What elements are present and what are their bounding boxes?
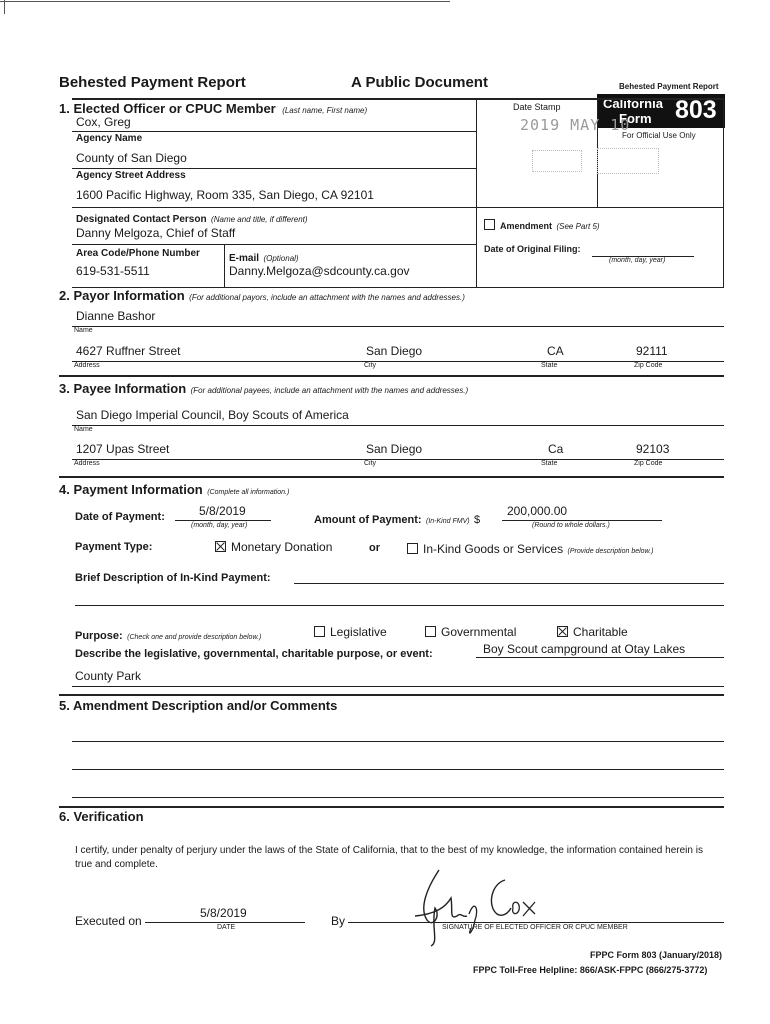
payor-zip: 92111 xyxy=(636,344,668,358)
legislative-label: Legislative xyxy=(330,625,387,639)
footer-helpline: FPPC Toll-Free Helpline: 866/ASK-FPPC (866/275-3772) xyxy=(473,965,708,975)
amendment-note: (See Part 5) xyxy=(556,222,600,231)
payor-address-label: Address xyxy=(74,362,100,369)
payor-name-label: Name xyxy=(74,327,93,334)
payee-city-label: City xyxy=(364,460,377,467)
phone-number: 619-531-5511 xyxy=(76,264,150,278)
payor-zip-label: Zip Code xyxy=(634,362,663,369)
amendment-row xyxy=(484,216,600,234)
payment-date-note: (month, day, year) xyxy=(191,522,248,529)
scan-edge-left xyxy=(4,0,5,14)
payor-city-label: City xyxy=(364,362,377,369)
badge-form-number: 803 xyxy=(675,96,717,124)
agency-address-label: Agency Street Address xyxy=(76,170,186,181)
inkind-option xyxy=(407,540,654,558)
rule xyxy=(72,131,476,132)
rule xyxy=(224,244,225,288)
payment-amount: 200,000.00 xyxy=(507,504,568,518)
rule xyxy=(72,244,476,245)
monetary-label: Monetary Donation xyxy=(231,540,333,554)
payee-zip: 92103 xyxy=(636,442,670,456)
charitable-checkbox[interactable] xyxy=(557,626,568,637)
faded-stamp-mark xyxy=(532,150,582,172)
email-value: Danny.Melgoza@sdcounty.ca.gov xyxy=(229,264,410,278)
comments-line-2[interactable] xyxy=(72,769,724,770)
form-title: Behested Payment Report xyxy=(59,74,246,91)
payee-state-label: State xyxy=(541,460,558,467)
rule xyxy=(72,459,724,460)
amount-label-wrap xyxy=(314,510,480,528)
section2-note: (For additional payors, include an attachment with the names and addresses.) xyxy=(189,293,465,302)
orig-filing-label: Date of Original Filing: xyxy=(484,244,581,254)
comments-line-1[interactable] xyxy=(72,741,724,742)
payment-type-label: Payment Type: xyxy=(75,541,153,553)
payee-state: Ca xyxy=(548,442,564,456)
comments-line-3[interactable] xyxy=(72,797,724,798)
rule xyxy=(72,168,476,169)
legislative-option xyxy=(314,625,387,639)
rule xyxy=(72,686,724,687)
executed-date: 5/8/2019 xyxy=(200,906,247,920)
governmental-option xyxy=(425,625,516,639)
rule xyxy=(72,425,724,426)
or-label: or xyxy=(369,542,380,554)
footer-form-id: FPPC Form 803 (January/2018) xyxy=(590,950,723,960)
section1-divider xyxy=(476,98,477,288)
section6-heading: 6. Verification xyxy=(59,809,144,824)
payor-address: 4627 Ruffner Street xyxy=(76,344,181,358)
rule xyxy=(59,694,724,696)
section3-note: (For additional payees, include an attachment with the names and addresses.) xyxy=(190,386,469,395)
rule xyxy=(175,520,271,521)
section4-note: (Complete all information.) xyxy=(207,489,290,496)
faded-stamp-mark-2 xyxy=(597,148,659,174)
scan-edge-top xyxy=(0,1,450,2)
payor-state: CA xyxy=(547,344,564,358)
section4-heading: 4. Payment Information xyxy=(59,482,203,497)
monetary-option xyxy=(215,540,332,554)
received-stamp: 2019 MAY 10 xyxy=(520,116,631,134)
purpose-note: (Check one and provide description below.) xyxy=(127,634,262,641)
public-document-label: A Public Document xyxy=(351,74,488,91)
amount-label: Amount of Payment: xyxy=(314,514,422,526)
rule xyxy=(72,207,724,208)
payee-city: San Diego xyxy=(366,442,423,456)
section5-heading: 5. Amendment Description and/or Comments xyxy=(59,698,338,713)
phone-label: Area Code/Phone Number xyxy=(76,248,200,259)
inkind-label: In-Kind Goods or Services xyxy=(423,542,564,556)
email-label: E-mail xyxy=(229,253,260,264)
governmental-checkbox[interactable] xyxy=(425,626,436,637)
agency-name-label: Agency Name xyxy=(76,133,143,144)
official-use-label: For Official Use Only xyxy=(622,131,696,140)
agency-address: 1600 Pacific Highway, Room 335, San Diego, CA 92101 xyxy=(76,188,374,202)
payor-name: Dianne Bashor xyxy=(76,309,156,323)
section3-heading: 3. Payee Information xyxy=(59,381,187,396)
purpose-label-wrap xyxy=(75,626,261,644)
section1-heading: 1. Elected Officer or CPUC Member xyxy=(59,101,276,116)
legislative-checkbox[interactable] xyxy=(314,626,325,637)
by-label: By xyxy=(331,914,346,928)
brief-description-line-2[interactable] xyxy=(75,605,724,606)
rule xyxy=(59,375,724,377)
contact-person: Danny Melgoza, Chief of Staff xyxy=(76,226,236,240)
payee-address: 1207 Upas Street xyxy=(76,442,170,456)
charitable-option xyxy=(557,625,628,639)
amendment-label: Amendment xyxy=(500,221,553,231)
rule xyxy=(476,657,724,658)
signature-label: SIGNATURE OF ELECTED OFFICER OR CPUC MEMBER xyxy=(442,924,628,931)
agency-name: County of San Diego xyxy=(76,151,187,165)
describe-purpose-line2: County Park xyxy=(75,669,142,683)
payor-city: San Diego xyxy=(366,344,423,358)
section4-heading-wrap xyxy=(59,481,289,499)
payee-name: San Diego Imperial Council, Boy Scouts of America xyxy=(76,408,349,422)
payee-zip-label: Zip Code xyxy=(634,460,663,467)
rule xyxy=(59,476,724,478)
officer-name: Cox, Greg xyxy=(76,115,131,129)
describe-purpose-line1: Boy Scout campground at Otay Lakes xyxy=(483,642,686,656)
rule xyxy=(72,326,724,327)
dollar-sign: $ xyxy=(474,514,481,526)
section2-heading: 2. Payor Information xyxy=(59,288,185,303)
signature-image xyxy=(405,858,545,948)
rule xyxy=(59,806,724,808)
section1-heading-note: (Last name, First name) xyxy=(282,106,368,115)
purpose-label: Purpose: xyxy=(75,630,123,642)
contact-label: Designated Contact Person xyxy=(76,214,207,225)
section3-heading-wrap xyxy=(59,380,468,398)
brief-description-line[interactable] xyxy=(294,583,724,584)
date-stamp-label: Date Stamp xyxy=(513,102,561,112)
monetary-checkbox[interactable] xyxy=(215,541,226,552)
contact-label-wrap xyxy=(76,209,308,227)
certification-text: I certify, under penalty of perjury under the laws of the State of California, that to the best of my knowledge, the information contained herein is true and complete. xyxy=(75,845,703,870)
email-note: (Optional) xyxy=(263,254,299,263)
payment-date-label: Date of Payment: xyxy=(75,511,165,523)
badge-form: Form xyxy=(619,111,652,126)
amount-round-note: (Round to whole dollars.) xyxy=(532,522,610,529)
amendment-checkbox[interactable] xyxy=(484,219,495,230)
section1-right-edge xyxy=(723,98,724,288)
header-right-label: Behested Payment Report xyxy=(619,82,719,91)
payee-address-label: Address xyxy=(74,460,100,467)
rule xyxy=(502,520,662,521)
contact-note: (Name and title, if different) xyxy=(211,215,308,224)
charitable-label: Charitable xyxy=(573,625,628,639)
badge-california: California xyxy=(603,96,663,111)
payor-state-label: State xyxy=(541,362,558,369)
payee-name-label: Name xyxy=(74,426,93,433)
inkind-note: (Provide description below.) xyxy=(567,548,654,555)
rule xyxy=(72,361,724,362)
brief-description-label: Brief Description of In-Kind Payment: xyxy=(75,572,271,584)
orig-filing-note: (month, day, year) xyxy=(609,257,666,264)
section2-heading-wrap xyxy=(59,287,465,305)
executed-on-label: Executed on xyxy=(75,914,142,928)
governmental-label: Governmental xyxy=(441,625,517,639)
payment-date: 5/8/2019 xyxy=(199,504,246,518)
executed-date-label: DATE xyxy=(217,924,236,931)
inkind-checkbox[interactable] xyxy=(407,543,418,554)
amount-note: (In-Kind FMV) xyxy=(426,518,470,525)
rule xyxy=(145,922,305,923)
describe-purpose-label: Describe the legislative, governmental, charitable purpose, or event: xyxy=(75,648,433,660)
